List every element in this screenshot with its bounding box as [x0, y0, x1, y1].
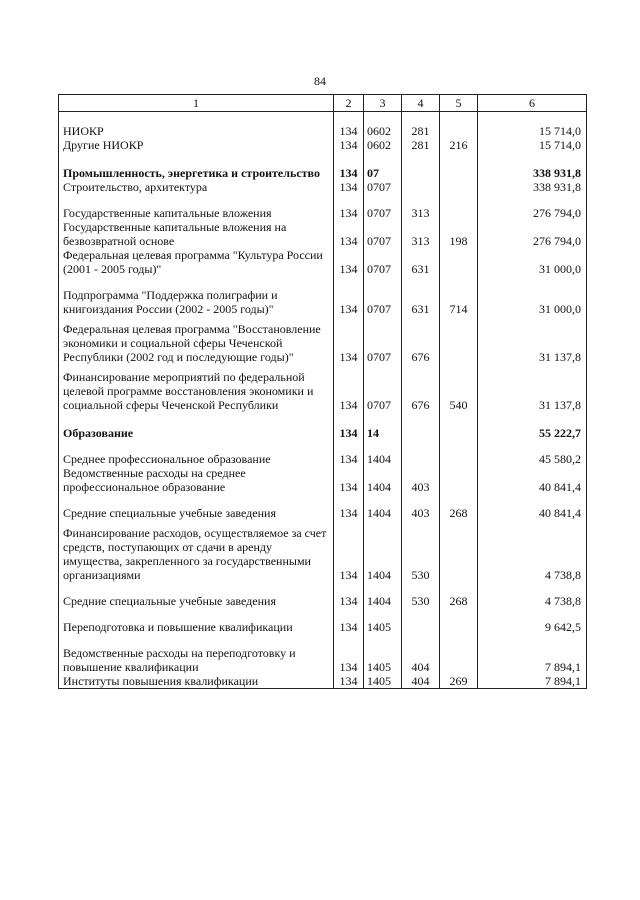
spacer-cell	[364, 582, 402, 594]
table-row	[59, 138, 587, 152]
row-c6-cell: 4 738,8	[478, 526, 587, 582]
spacer-cell	[440, 152, 478, 166]
row-c2-cell: 134	[334, 124, 364, 138]
table-row	[59, 426, 587, 440]
spacer-cell	[364, 634, 402, 646]
row-c6-cell: 15 714,0	[478, 124, 587, 138]
row-c4-cell: 403	[402, 466, 440, 494]
spacer-cell	[364, 440, 402, 452]
spacer-cell	[478, 494, 587, 506]
row-c5-cell: 540	[440, 370, 478, 412]
spacer-cell	[402, 608, 440, 620]
spacer-row	[59, 412, 587, 426]
row-c4-cell	[402, 452, 440, 466]
row-c3-cell: 1404	[364, 452, 402, 466]
table-row	[59, 466, 587, 494]
spacer-cell	[402, 634, 440, 646]
spacer-cell	[334, 608, 364, 620]
spacer-cell	[334, 194, 364, 206]
row-c3-cell: 0707	[364, 180, 402, 194]
spacer-cell	[478, 582, 587, 594]
row-name-cell: Другие НИОКР	[59, 138, 334, 152]
row-c2-cell: 134	[334, 452, 364, 466]
row-c3-cell: 0602	[364, 138, 402, 152]
row-c2-cell: 134	[334, 620, 364, 634]
spacer-cell	[364, 412, 402, 426]
row-c2-cell: 134	[334, 506, 364, 520]
row-name-cell: Институты повышения квалификации	[59, 674, 334, 689]
row-c3-cell: 1404	[364, 506, 402, 520]
row-c6-cell: 276 794,0	[478, 206, 587, 220]
table-row	[59, 288, 587, 316]
row-c4-cell: 313	[402, 206, 440, 220]
row-c5-cell	[440, 426, 478, 440]
table-row	[59, 646, 587, 674]
spacer-cell	[59, 112, 334, 125]
spacer-row	[59, 276, 587, 288]
spacer-row	[59, 582, 587, 594]
spacer-cell	[440, 194, 478, 206]
row-c3-cell: 0707	[364, 288, 402, 316]
table-row	[59, 124, 587, 138]
spacer-cell	[334, 112, 364, 125]
row-c4-cell: 281	[402, 138, 440, 152]
row-c2-cell: 134	[334, 674, 364, 689]
column-header-3: 3	[364, 95, 402, 112]
spacer-cell	[440, 634, 478, 646]
spacer-cell	[402, 112, 440, 125]
row-c6-cell: 31 137,8	[478, 370, 587, 412]
row-c5-cell: 714	[440, 288, 478, 316]
row-c6-cell: 7 894,1	[478, 674, 587, 689]
row-name-cell: Ведомственные расходы на переподготовку и повышение квалификации	[59, 646, 334, 674]
spacer-row	[59, 194, 587, 206]
row-c5-cell	[440, 452, 478, 466]
spacer-cell	[440, 412, 478, 426]
row-c4-cell: 313	[402, 220, 440, 248]
row-c5-cell: 268	[440, 506, 478, 520]
row-name-cell: Государственные капитальные вложения на безвозвратной основе	[59, 220, 334, 248]
row-c6-cell: 55 222,7	[478, 426, 587, 440]
row-c6-cell: 338 931,8	[478, 180, 587, 194]
row-name-cell: Средние специальные учебные заведения	[59, 506, 334, 520]
row-c2-cell: 134	[334, 426, 364, 440]
row-name-cell: Образование	[59, 426, 334, 440]
spacer-cell	[402, 194, 440, 206]
row-c2-cell: 134	[334, 206, 364, 220]
row-c4-cell: 530	[402, 526, 440, 582]
spacer-cell	[478, 152, 587, 166]
table-row	[59, 220, 587, 248]
spacer-cell	[59, 634, 334, 646]
row-name-cell: Средние специальные учебные заведения	[59, 594, 334, 608]
row-c4-cell: 631	[402, 248, 440, 276]
row-c3-cell: 1404	[364, 526, 402, 582]
row-c6-cell: 7 894,1	[478, 646, 587, 674]
spacer-cell	[59, 194, 334, 206]
table-row	[59, 180, 587, 194]
row-name-cell: Строительство, архитектура	[59, 180, 334, 194]
row-c5-cell: 269	[440, 674, 478, 689]
row-name-cell: Финансирование мероприятий по федеральной целевой программе восстановления экономики и социальной сферы Чеченской Республики	[59, 370, 334, 412]
spacer-cell	[440, 494, 478, 506]
spacer-row	[59, 634, 587, 646]
row-c6-cell: 31 137,8	[478, 322, 587, 364]
table-header-row	[59, 95, 587, 112]
row-c5-cell	[440, 248, 478, 276]
spacer-cell	[440, 112, 478, 125]
row-c5-cell	[440, 322, 478, 364]
spacer-cell	[402, 412, 440, 426]
row-name-cell: Государственные капитальные вложения	[59, 206, 334, 220]
row-c3-cell: 0707	[364, 206, 402, 220]
row-c6-cell: 40 841,4	[478, 506, 587, 520]
column-header-5: 5	[440, 95, 478, 112]
row-c6-cell: 31 000,0	[478, 248, 587, 276]
row-c3-cell: 1405	[364, 674, 402, 689]
row-c5-cell: 268	[440, 594, 478, 608]
table-row	[59, 206, 587, 220]
spacer-row	[59, 608, 587, 620]
row-c3-cell: 14	[364, 426, 402, 440]
spacer-cell	[59, 582, 334, 594]
row-c2-cell: 134	[334, 370, 364, 412]
row-name-cell: Федеральная целевая программа "Восстановление экономики и социальной сферы Чеченской Республики (2002 год и последующие годы)"	[59, 322, 334, 364]
row-c4-cell	[402, 180, 440, 194]
spacer-cell	[478, 608, 587, 620]
spacer-cell	[364, 276, 402, 288]
table-row	[59, 452, 587, 466]
spacer-cell	[478, 194, 587, 206]
row-c3-cell: 0707	[364, 220, 402, 248]
row-c4-cell	[402, 166, 440, 180]
spacer-cell	[478, 634, 587, 646]
spacer-cell	[334, 276, 364, 288]
column-header-4: 4	[402, 95, 440, 112]
row-c6-cell: 9 642,5	[478, 620, 587, 634]
spacer-cell	[478, 112, 587, 125]
row-c3-cell: 0602	[364, 124, 402, 138]
row-c3-cell: 1405	[364, 620, 402, 634]
spacer-cell	[364, 494, 402, 506]
spacer-cell	[59, 276, 334, 288]
spacer-cell	[364, 112, 402, 125]
row-name-cell: Ведомственные расходы на среднее профессиональное образование	[59, 466, 334, 494]
spacer-cell	[402, 276, 440, 288]
row-c3-cell: 0707	[364, 248, 402, 276]
spacer-cell	[59, 412, 334, 426]
row-c2-cell: 134	[334, 646, 364, 674]
spacer-cell	[59, 494, 334, 506]
row-c4-cell: 403	[402, 506, 440, 520]
row-c3-cell: 0707	[364, 322, 402, 364]
row-c5-cell	[440, 620, 478, 634]
row-c2-cell: 134	[334, 248, 364, 276]
spacer-row	[59, 112, 587, 125]
row-c4-cell: 676	[402, 322, 440, 364]
table-row	[59, 620, 587, 634]
table-row	[59, 166, 587, 180]
spacer-cell	[59, 152, 334, 166]
row-c2-cell: 134	[334, 466, 364, 494]
spacer-cell	[478, 412, 587, 426]
table-row	[59, 506, 587, 520]
spacer-row	[59, 440, 587, 452]
spacer-row	[59, 152, 587, 166]
row-c2-cell: 134	[334, 594, 364, 608]
row-c6-cell: 31 000,0	[478, 288, 587, 316]
row-c4-cell: 676	[402, 370, 440, 412]
row-c4-cell: 281	[402, 124, 440, 138]
column-header-2: 2	[334, 95, 364, 112]
row-name-cell: Финансирование расходов, осуществляемое за счет средств, поступающих от сдачи в аренду имущества, закрепленного за государственными организациями	[59, 526, 334, 582]
row-c5-cell	[440, 466, 478, 494]
spacer-cell	[334, 582, 364, 594]
row-name-cell: Подпрограмма "Поддержка полиграфии и книгоиздания России (2002 - 2005 годы)"	[59, 288, 334, 316]
row-c4-cell	[402, 620, 440, 634]
row-c5-cell	[440, 180, 478, 194]
column-header-6: 6	[478, 95, 587, 112]
row-c5-cell: 198	[440, 220, 478, 248]
row-c5-cell	[440, 166, 478, 180]
spacer-cell	[402, 582, 440, 594]
spacer-cell	[59, 440, 334, 452]
row-name-cell: НИОКР	[59, 124, 334, 138]
spacer-cell	[440, 276, 478, 288]
budget-table	[58, 94, 587, 689]
spacer-row	[59, 494, 587, 506]
row-c3-cell: 1404	[364, 466, 402, 494]
row-c2-cell: 134	[334, 138, 364, 152]
row-c4-cell	[402, 426, 440, 440]
spacer-cell	[402, 152, 440, 166]
row-c4-cell: 404	[402, 674, 440, 689]
row-c3-cell: 0707	[364, 370, 402, 412]
table-row	[59, 594, 587, 608]
row-c3-cell: 07	[364, 166, 402, 180]
row-c3-cell: 1404	[364, 594, 402, 608]
spacer-cell	[440, 440, 478, 452]
row-name-cell: Среднее профессиональное образование	[59, 452, 334, 466]
spacer-cell	[478, 276, 587, 288]
spacer-cell	[334, 440, 364, 452]
column-header-1: 1	[59, 95, 334, 112]
spacer-cell	[334, 634, 364, 646]
row-c5-cell	[440, 526, 478, 582]
row-c6-cell: 338 931,8	[478, 166, 587, 180]
row-c4-cell: 404	[402, 646, 440, 674]
spacer-cell	[334, 152, 364, 166]
row-c5-cell	[440, 646, 478, 674]
spacer-cell	[59, 608, 334, 620]
spacer-cell	[364, 194, 402, 206]
row-c4-cell: 530	[402, 594, 440, 608]
spacer-cell	[402, 494, 440, 506]
row-name-cell: Переподготовка и повышение квалификации	[59, 620, 334, 634]
table-row	[59, 674, 587, 689]
table-row	[59, 248, 587, 276]
row-name-cell: Федеральная целевая программа "Культура России (2001 - 2005 годы)"	[59, 248, 334, 276]
row-name-cell: Промышленность, энергетика и строительство	[59, 166, 334, 180]
row-c2-cell: 134	[334, 288, 364, 316]
row-c4-cell: 631	[402, 288, 440, 316]
row-c2-cell: 134	[334, 220, 364, 248]
table-row	[59, 526, 587, 582]
row-c5-cell	[440, 124, 478, 138]
row-c2-cell: 134	[334, 322, 364, 364]
spacer-cell	[364, 152, 402, 166]
row-c6-cell: 4 738,8	[478, 594, 587, 608]
spacer-cell	[334, 412, 364, 426]
spacer-cell	[440, 608, 478, 620]
table-row	[59, 370, 587, 412]
spacer-cell	[364, 608, 402, 620]
spacer-cell	[440, 582, 478, 594]
spacer-cell	[402, 440, 440, 452]
table-row	[59, 322, 587, 364]
row-c6-cell: 45 580,2	[478, 452, 587, 466]
row-c2-cell: 134	[334, 166, 364, 180]
row-c6-cell: 15 714,0	[478, 138, 587, 152]
page-number: 84	[314, 74, 326, 88]
row-c6-cell: 40 841,4	[478, 466, 587, 494]
row-c5-cell: 216	[440, 138, 478, 152]
row-c6-cell: 276 794,0	[478, 220, 587, 248]
row-c2-cell: 134	[334, 180, 364, 194]
row-c3-cell: 1405	[364, 646, 402, 674]
row-c5-cell	[440, 206, 478, 220]
spacer-cell	[334, 494, 364, 506]
row-c2-cell: 134	[334, 526, 364, 582]
table-body	[59, 112, 587, 689]
spacer-cell	[478, 440, 587, 452]
